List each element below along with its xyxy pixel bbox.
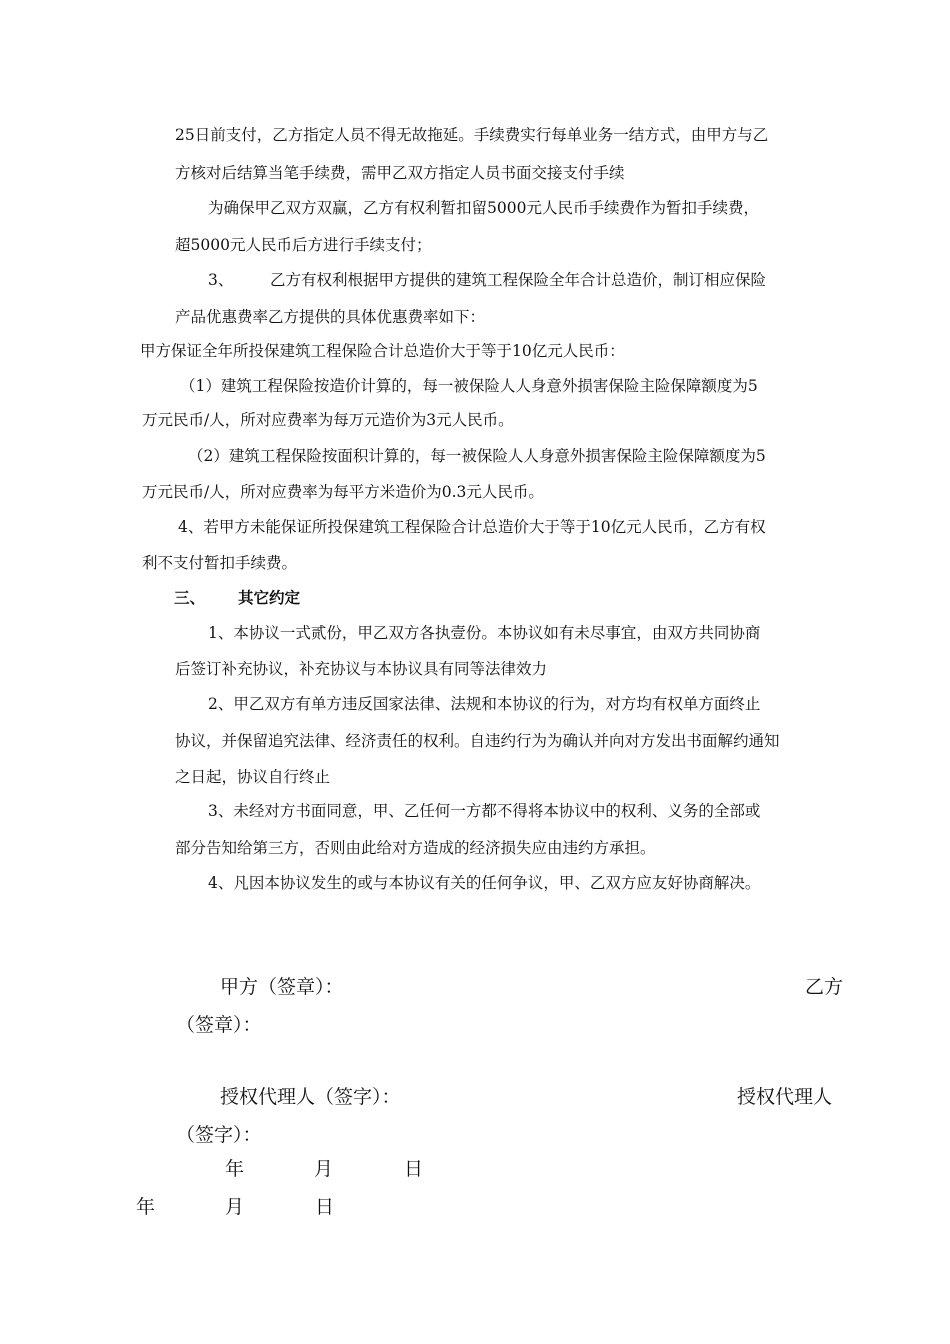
clause-line: 4、凡因本协议发生的或与本协议有关的任何争议，甲、乙双方应友好协商解决。 [208, 874, 761, 892]
party-b-date-day: 日 [315, 1196, 335, 1218]
party-a-date-year: 年 [225, 1158, 245, 1180]
clause-line: 后签订补充协议，补充协议与本协议具有同等法律效力 [175, 660, 548, 678]
party-a-date-month: 月 [314, 1158, 334, 1180]
clause-line: 3、未经对方书面同意，甲、乙任何一方都不得将本协议中的权利、义务的全部或 [208, 802, 761, 820]
section-title: 其它约定 [238, 588, 301, 607]
party-a-agent-label: 授权代理人（签字）： [220, 1086, 401, 1108]
paragraph-line: 4、若甲方未能保证所投保建筑工程保险合计总造价大于等于10亿元人民币，乙方有权 [178, 518, 766, 536]
party-b-agent-label-cont: （签字）： [176, 1124, 262, 1146]
party-b-date-month: 月 [225, 1196, 245, 1218]
clause-line: 协议，并保留追究法律、经济责任的权利。自违约行为为确认并向对方发出书面解约通知 [175, 732, 780, 750]
paragraph-line: （1）建筑工程保险按造价计算的，每一被保险人人身意外损害保险主险保障额度为5 [180, 377, 758, 395]
party-b-agent-label: 授权代理人 [737, 1086, 833, 1108]
item-number: 3、 [208, 271, 234, 289]
paragraph-line: 为确保甲乙双方双赢，乙方有权利暂扣留5000元人民币手续费作为暂扣手续费， [208, 199, 759, 217]
clause-line: 之日起，协议自行终止 [175, 768, 331, 786]
party-b-seal-label-cont: （签章）： [176, 1014, 262, 1036]
clause-line: 部分告知给第三方，否则由此给对方造成的经济损失应由违约方承担。 [175, 839, 656, 857]
paragraph-line: 万元民币/人，所对应费率为每平方米造价为0.3元人民币。 [142, 483, 544, 501]
party-a-seal-label: 甲方（签章）： [220, 976, 344, 998]
clause-line: 1、本协议一式贰份，甲乙双方各执壹份。本协议如有未尽事宜，由双方共同协商 [208, 624, 761, 642]
party-b-seal-label: 乙方 [805, 976, 844, 998]
paragraph-line: 超5000元人民币后方进行手续支付； [175, 236, 432, 254]
paragraph-line: 利不支付暂扣手续费。 [142, 554, 298, 572]
paragraph-line: 方核对后结算当笔手续费，需甲乙双方指定人员书面交接支付手续 [175, 164, 625, 182]
party-a-date-day: 日 [404, 1158, 424, 1180]
paragraph-line: 乙方有权利根据甲方提供的建筑工程保险全年合计总造价，制订相应保险 [270, 271, 767, 289]
clause-line: 2、甲乙双方有单方违反国家法律、法规和本协议的行为，对方均有权单方面终止 [208, 695, 761, 713]
paragraph-line: （2）建筑工程保险按面积计算的，每一被保险人人身意外损害保险主险保障额度为5 [188, 447, 766, 465]
paragraph-line: 万元民币/人，所对应费率为每万元造价为3元人民币。 [142, 411, 514, 429]
paragraph-line: 甲方保证全年所投保建筑工程保险合计总造价大于等于10亿元人民币： [140, 342, 625, 360]
paragraph-line: 产品优惠费率乙方提供的具体优惠费率如下： [175, 308, 486, 326]
paragraph-line: 25日前支付，乙方指定人员不得无故拖延。手续费实行每单业务一结方式，由甲方与乙 [175, 126, 769, 144]
party-b-date-year: 年 [136, 1196, 156, 1218]
section-number: 三、 [174, 588, 206, 607]
